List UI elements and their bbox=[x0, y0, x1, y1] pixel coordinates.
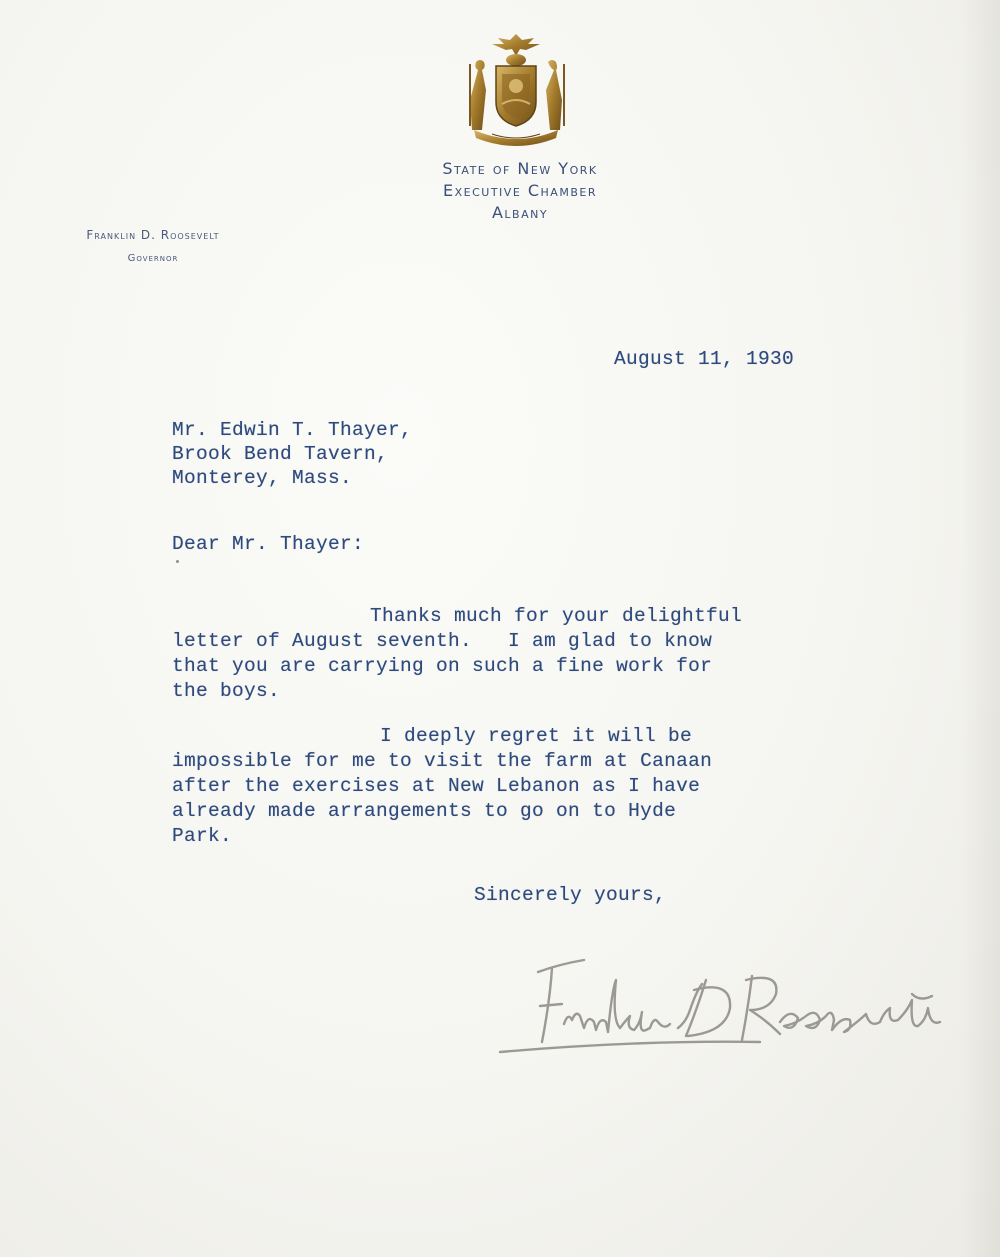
letter-date: August 11, 1930 bbox=[614, 348, 795, 370]
handwritten-signature bbox=[480, 950, 970, 1060]
salutation: Dear Mr. Thayer: bbox=[172, 533, 365, 555]
paragraph-1-line: Thanks much for your delightful bbox=[370, 605, 743, 627]
paragraph-2-line: after the exercises at New Lebanon as I have bbox=[172, 775, 701, 797]
paragraph-2-line: I deeply regret it will be bbox=[380, 725, 693, 747]
paragraph-2-line: impossible for me to visit the farm at Canaan bbox=[172, 750, 713, 772]
recipient-address-line: Brook Bend Tavern, bbox=[172, 443, 389, 465]
letterhead-city: Albany bbox=[491, 203, 549, 222]
sender-title: Governor bbox=[127, 253, 179, 264]
letterhead-chamber: Executive Chamber bbox=[443, 181, 597, 200]
paragraph-1-line: the boys. bbox=[172, 680, 281, 702]
closing: Sincerely yours, bbox=[474, 884, 667, 906]
recipient-city: Monterey, Mass. bbox=[172, 467, 353, 489]
state-seal-icon bbox=[456, 30, 576, 148]
page-edge-shadow bbox=[960, 0, 1000, 1257]
ink-speck bbox=[176, 560, 179, 563]
recipient-name: Mr. Edwin T. Thayer, bbox=[172, 419, 413, 441]
paragraph-2-line: Park. bbox=[172, 825, 233, 847]
paragraph-1-line: that you are carrying on such a fine work for bbox=[172, 655, 713, 677]
paragraph-2-line: already made arrangements to go on to Hyde bbox=[172, 800, 677, 822]
letterhead bbox=[360, 158, 680, 224]
sender-block bbox=[48, 226, 258, 268]
letterhead-state: State of New York bbox=[442, 159, 598, 178]
sender-name: Franklin D. Roosevelt bbox=[86, 228, 220, 242]
paragraph-1-line: letter of August seventh. I am glad to know bbox=[172, 630, 713, 652]
